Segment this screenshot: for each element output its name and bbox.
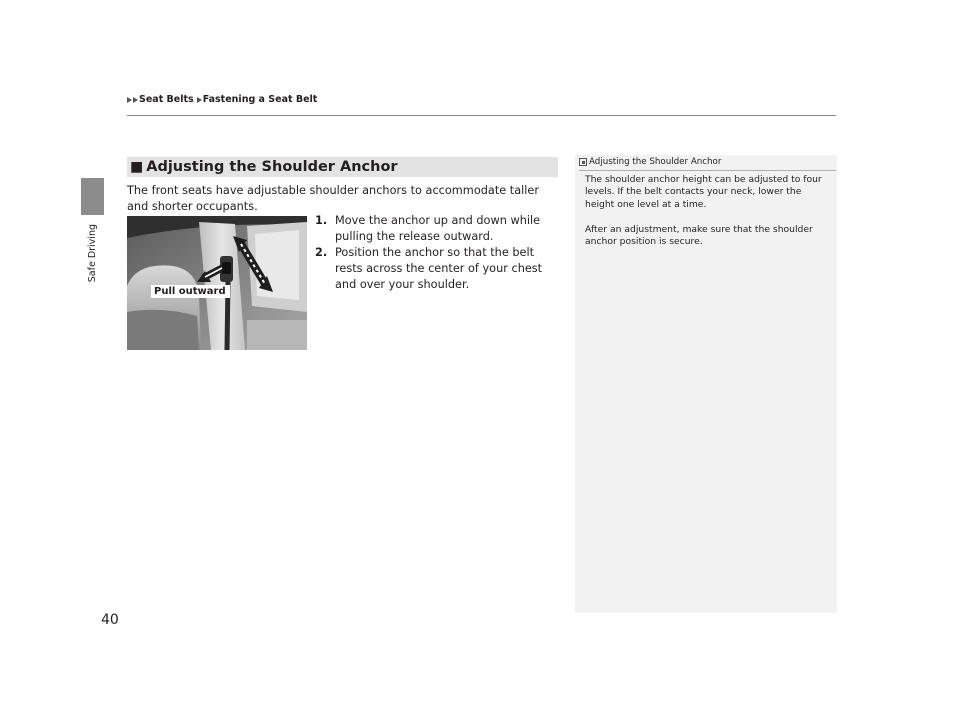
- breadcrumb-arrow-icon: [133, 97, 138, 103]
- steps-list: [315, 213, 555, 293]
- step-number: 2.: [315, 246, 328, 259]
- step-item: [315, 245, 555, 293]
- intro-text: The front seats have adjustable shoulder anchors to accommodate taller and shorter occupants.: [127, 184, 540, 213]
- breadcrumb: [127, 94, 317, 105]
- breadcrumb-arrow-icon: [127, 97, 132, 103]
- note-body: [585, 174, 833, 261]
- shoulder-anchor-photo: [127, 216, 307, 350]
- note-rule: [579, 170, 836, 171]
- note-reference-icon: [579, 158, 587, 166]
- note-paragraph: After an adjustment, make sure that the shoulder anchor position is secure.: [585, 223, 813, 248]
- step-item: [315, 213, 555, 245]
- section-square-icon: ■: [130, 159, 144, 175]
- page-number: 40: [101, 612, 119, 628]
- header-rule: [127, 115, 836, 116]
- note-paragraph: The shoulder anchor height can be adjusted to four levels. If the belt contacts your neck, lower the height one level at a time.: [585, 174, 822, 210]
- breadcrumb-level1[interactable]: Seat Belts: [139, 94, 194, 105]
- note-title: Adjusting the Shoulder Anchor: [589, 157, 722, 167]
- step-number: 1.: [315, 214, 328, 227]
- breadcrumb-arrow-icon: [197, 97, 202, 103]
- section-title: Adjusting the Shoulder Anchor: [146, 159, 398, 175]
- note-heading: [579, 157, 836, 167]
- chapter-label: Safe Driving: [87, 224, 98, 283]
- section-heading: [127, 157, 558, 177]
- pull-outward-callout: Pull outward: [151, 285, 230, 298]
- breadcrumb-level2[interactable]: Fastening a Seat Belt: [202, 94, 318, 105]
- step-text: Move the anchor up and down while pulling the release outward.: [335, 214, 541, 243]
- step-text: Position the anchor so that the belt rests across the center of your chest and over your shoulder.: [335, 246, 543, 291]
- chapter-tab: [81, 178, 104, 215]
- seat-illustration: [127, 216, 307, 350]
